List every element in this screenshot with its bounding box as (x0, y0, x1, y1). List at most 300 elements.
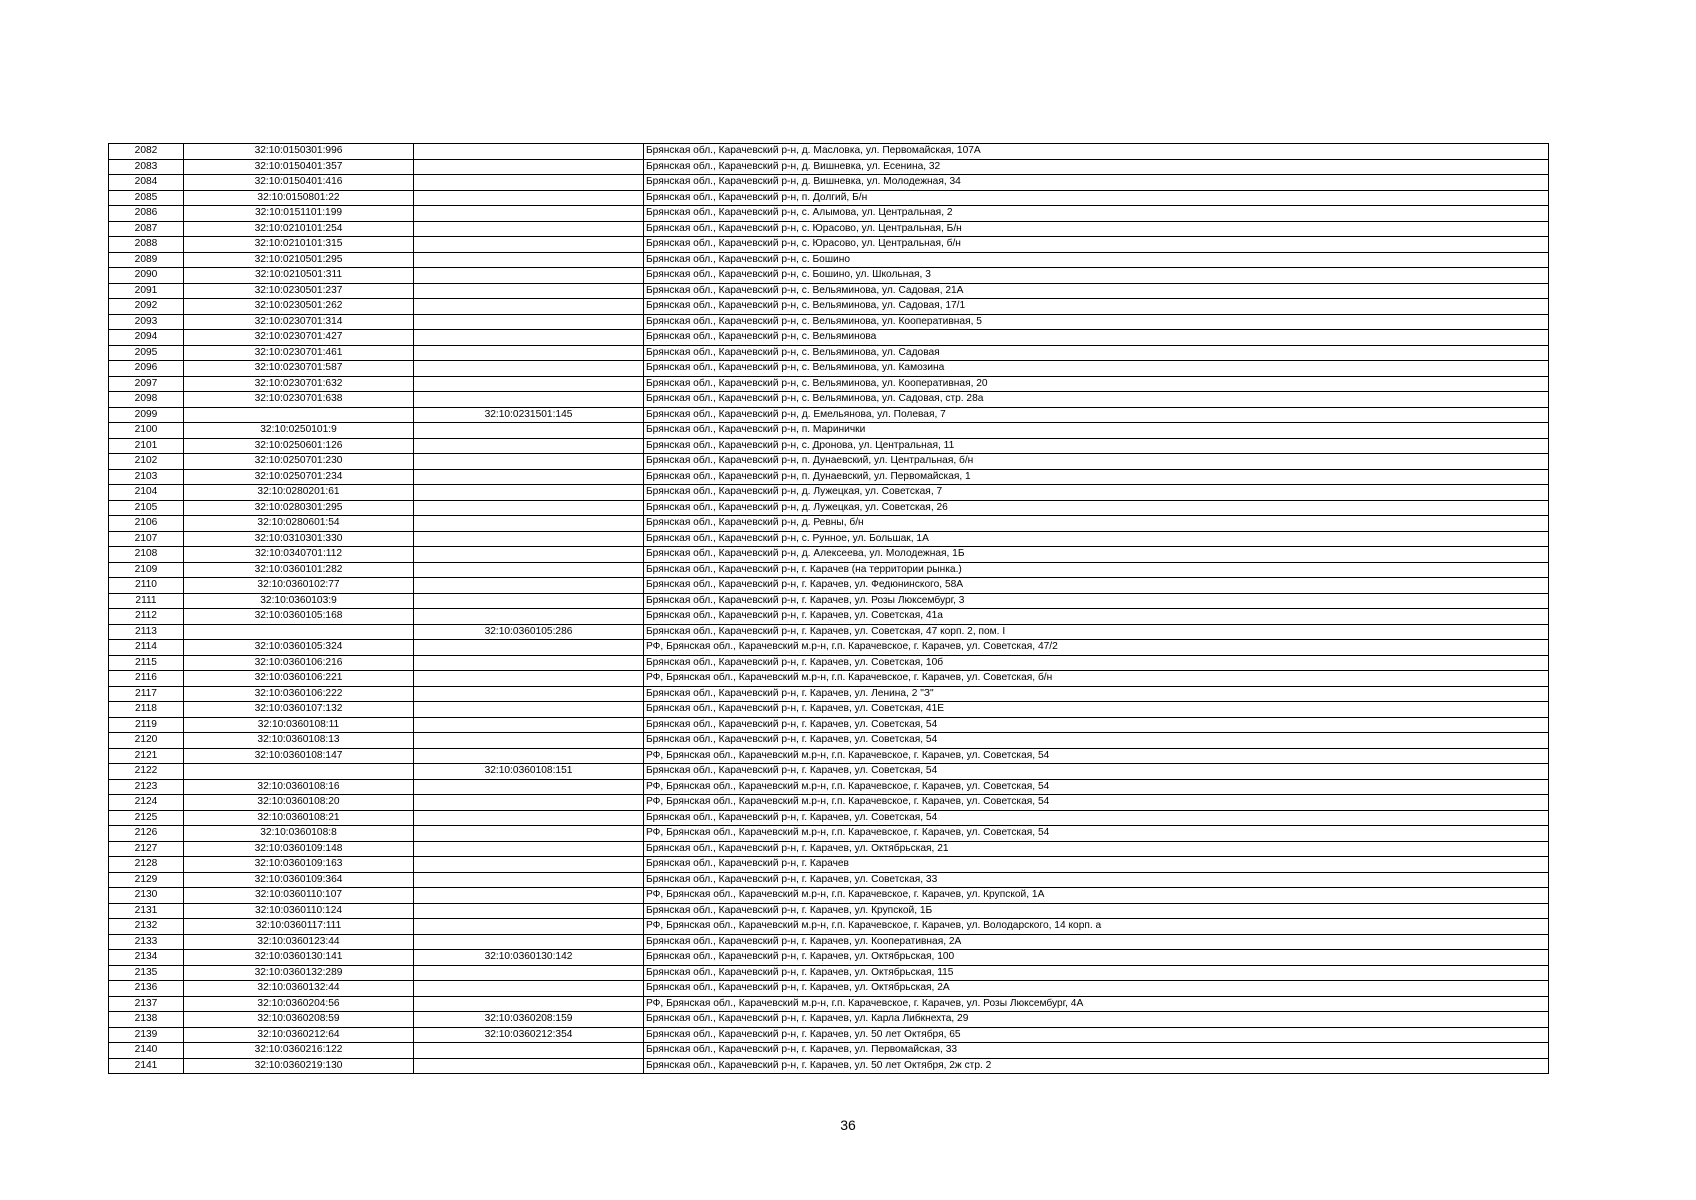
table-row (109, 268, 1549, 284)
table-row (109, 454, 1549, 470)
cadastral-number-extra-cell (414, 237, 644, 253)
table-row (109, 469, 1549, 485)
cadastral-number-extra-cell (414, 1043, 644, 1059)
cadastral-number-cell: 32:10:0360105:324 (184, 640, 414, 656)
row-number-cell: 2135 (109, 965, 184, 981)
table-row (109, 795, 1549, 811)
address-cell: Брянская обл., Карачевский р-н, д. Вишневка, ул. Есенина, 32 (644, 159, 1549, 175)
table-row (109, 485, 1549, 501)
cadastral-number-cell: 32:10:0360132:289 (184, 965, 414, 981)
cadastral-number-extra-cell (414, 531, 644, 547)
row-number-cell: 2088 (109, 237, 184, 253)
address-cell: Брянская обл., Карачевский р-н, п. Долгий, Б/н (644, 190, 1549, 206)
row-number-cell: 2123 (109, 779, 184, 795)
cadastral-number-extra-cell: 32:10:0360212:354 (414, 1027, 644, 1043)
cadastral-number-extra-cell (414, 314, 644, 330)
table-row (109, 376, 1549, 392)
table-row (109, 826, 1549, 842)
address-cell: Брянская обл., Карачевский р-н, п. Маринички (644, 423, 1549, 439)
cadastral-number-extra-cell (414, 717, 644, 733)
address-cell: Брянская обл., Карачевский р-н, с. Вельяминова, ул. Садовая, 17/1 (644, 299, 1549, 315)
table-row (109, 593, 1549, 609)
row-number-cell: 2093 (109, 314, 184, 330)
cadastral-number-cell: 32:10:0280201:61 (184, 485, 414, 501)
address-cell: Брянская обл., Карачевский р-н, п. Дунаевский, ул. Первомайская, 1 (644, 469, 1549, 485)
row-number-cell: 2083 (109, 159, 184, 175)
row-number-cell: 2136 (109, 981, 184, 997)
cadastral-number-extra-cell (414, 857, 644, 873)
table-row (109, 190, 1549, 206)
row-number-cell: 2133 (109, 934, 184, 950)
cadastral-number-extra-cell: 32:10:0360208:159 (414, 1012, 644, 1028)
row-number-cell: 2099 (109, 407, 184, 423)
cadastral-number-cell: 32:10:0360109:163 (184, 857, 414, 873)
address-cell: Брянская обл., Карачевский р-н, с. Вельяминова, ул. Кооперативная, 5 (644, 314, 1549, 330)
table-row (109, 841, 1549, 857)
registry-table-body (109, 144, 1549, 1074)
address-cell: РФ, Брянская обл., Карачевский м.р-н, г.п. Карачевское, г. Карачев, ул. Советская, 54 (644, 795, 1549, 811)
table-row (109, 221, 1549, 237)
row-number-cell: 2107 (109, 531, 184, 547)
cadastral-number-extra-cell (414, 996, 644, 1012)
row-number-cell: 2128 (109, 857, 184, 873)
cadastral-number-cell: 32:10:0360108:20 (184, 795, 414, 811)
table-row (109, 144, 1549, 160)
table-row (109, 407, 1549, 423)
table-row (109, 345, 1549, 361)
cadastral-number-cell: 32:10:0360103:9 (184, 593, 414, 609)
row-number-cell: 2091 (109, 283, 184, 299)
cadastral-number-cell: 32:10:0230701:587 (184, 361, 414, 377)
cadastral-number-cell: 32:10:0230501:237 (184, 283, 414, 299)
cadastral-number-cell: 32:10:0210501:311 (184, 268, 414, 284)
cadastral-number-extra-cell (414, 330, 644, 346)
cadastral-number-extra-cell: 32:10:0231501:145 (414, 407, 644, 423)
cadastral-number-cell: 32:10:0360110:107 (184, 888, 414, 904)
row-number-cell: 2103 (109, 469, 184, 485)
table-row (109, 934, 1549, 950)
address-cell: Брянская обл., Карачевский р-н, г. Карачев, ул. Советская, 54 (644, 810, 1549, 826)
cadastral-number-extra-cell (414, 516, 644, 532)
address-cell: Брянская обл., Карачевский р-н, г. Карачев, ул. Крупской, 1Б (644, 903, 1549, 919)
row-number-cell: 2137 (109, 996, 184, 1012)
table-row (109, 531, 1549, 547)
table-row (109, 1012, 1549, 1028)
address-cell: Брянская обл., Карачевский р-н, с. Юрасово, ул. Центральная, Б/н (644, 221, 1549, 237)
cadastral-number-extra-cell (414, 562, 644, 578)
address-cell: РФ, Брянская обл., Карачевский м.р-н, г.п. Карачевское, г. Карачев, ул. Володарского, 14 корп. а (644, 919, 1549, 935)
address-cell: Брянская обл., Карачевский р-н, г. Карачев, ул. Октябрьская, 100 (644, 950, 1549, 966)
address-cell: Брянская обл., Карачевский р-н, с. Рунное, ул. Большак, 1А (644, 531, 1549, 547)
table-row (109, 330, 1549, 346)
row-number-cell: 2127 (109, 841, 184, 857)
row-number-cell: 2134 (109, 950, 184, 966)
cadastral-number-cell: 32:10:0210101:315 (184, 237, 414, 253)
cadastral-number-cell: 32:10:0360106:221 (184, 671, 414, 687)
row-number-cell: 2141 (109, 1058, 184, 1074)
cadastral-number-extra-cell (414, 283, 644, 299)
row-number-cell: 2125 (109, 810, 184, 826)
cadastral-number-extra-cell (414, 779, 644, 795)
address-cell: Брянская обл., Карачевский р-н, г. Карачев, ул. Советская, 54 (644, 733, 1549, 749)
cadastral-number-cell: 32:10:0280301:295 (184, 500, 414, 516)
table-row (109, 299, 1549, 315)
row-number-cell: 2139 (109, 1027, 184, 1043)
row-number-cell: 2126 (109, 826, 184, 842)
cadastral-number-cell: 32:10:0230501:262 (184, 299, 414, 315)
cadastral-number-extra-cell (414, 1058, 644, 1074)
address-cell: Брянская обл., Карачевский р-н, г. Карачев, ул. Ленина, 2 "З" (644, 686, 1549, 702)
cadastral-number-cell: 32:10:0150801:22 (184, 190, 414, 206)
row-number-cell: 2087 (109, 221, 184, 237)
table-row (109, 888, 1549, 904)
cadastral-number-cell (184, 624, 414, 640)
table-row (109, 392, 1549, 408)
cadastral-number-cell: 32:10:0360123:44 (184, 934, 414, 950)
cadastral-number-cell: 32:10:0280601:54 (184, 516, 414, 532)
table-row (109, 1043, 1549, 1059)
address-cell: Брянская обл., Карачевский р-н, г. Карачев, ул. Кооперативная, 2А (644, 934, 1549, 950)
address-cell: Брянская обл., Карачевский р-н, г. Карачев (на территории рынка.) (644, 562, 1549, 578)
table-row (109, 361, 1549, 377)
cadastral-number-extra-cell (414, 593, 644, 609)
row-number-cell: 2121 (109, 748, 184, 764)
address-cell: Брянская обл., Карачевский р-н, г. Карачев, ул. 50 лет Октября, 2ж стр. 2 (644, 1058, 1549, 1074)
row-number-cell: 2112 (109, 609, 184, 625)
address-cell: Брянская обл., Карачевский р-н, г. Карачев, ул. Первомайская, 33 (644, 1043, 1549, 1059)
table-row (109, 283, 1549, 299)
table-row (109, 500, 1549, 516)
address-cell: Брянская обл., Карачевский р-н, г. Карачев, ул. Советская, 41а (644, 609, 1549, 625)
row-number-cell: 2096 (109, 361, 184, 377)
row-number-cell: 2113 (109, 624, 184, 640)
cadastral-number-extra-cell (414, 392, 644, 408)
row-number-cell: 2101 (109, 438, 184, 454)
table-row (109, 314, 1549, 330)
cadastral-number-cell: 32:10:0210101:254 (184, 221, 414, 237)
table-row (109, 748, 1549, 764)
cadastral-number-cell: 32:10:0360204:56 (184, 996, 414, 1012)
row-number-cell: 2105 (109, 500, 184, 516)
address-cell: Брянская обл., Карачевский р-н, г. Карачев (644, 857, 1549, 873)
row-number-cell: 2109 (109, 562, 184, 578)
cadastral-number-extra-cell (414, 733, 644, 749)
cadastral-number-cell: 32:10:0360109:148 (184, 841, 414, 857)
row-number-cell: 2117 (109, 686, 184, 702)
cadastral-number-cell: 32:10:0150401:416 (184, 175, 414, 191)
address-cell: Брянская обл., Карачевский р-н, г. Карачев, ул. Октябрьская, 21 (644, 841, 1549, 857)
cadastral-number-extra-cell (414, 485, 644, 501)
cadastral-number-cell: 32:10:0360101:282 (184, 562, 414, 578)
address-cell: Брянская обл., Карачевский р-н, с. Бошино (644, 252, 1549, 268)
cadastral-number-cell: 32:10:0360130:141 (184, 950, 414, 966)
cadastral-number-extra-cell (414, 872, 644, 888)
table-row (109, 578, 1549, 594)
cadastral-number-extra-cell (414, 981, 644, 997)
address-cell: Брянская обл., Карачевский р-н, г. Карачев, ул. Советская, 41Е (644, 702, 1549, 718)
address-cell: Брянская обл., Карачевский р-н, г. Карачев, ул. Советская, 10б (644, 655, 1549, 671)
table-row (109, 717, 1549, 733)
row-number-cell: 2110 (109, 578, 184, 594)
address-cell: Брянская обл., Карачевский р-н, с. Бошино, ул. Школьная, 3 (644, 268, 1549, 284)
cadastral-number-extra-cell (414, 438, 644, 454)
table-row (109, 996, 1549, 1012)
row-number-cell: 2111 (109, 593, 184, 609)
cadastral-number-extra-cell (414, 609, 644, 625)
address-cell: Брянская обл., Карачевский р-н, д. Масловка, ул. Первомайская, 107А (644, 144, 1549, 160)
cadastral-number-extra-cell (414, 686, 644, 702)
cadastral-number-extra-cell (414, 547, 644, 563)
row-number-cell: 2100 (109, 423, 184, 439)
row-number-cell: 2085 (109, 190, 184, 206)
cadastral-number-cell: 32:10:0360109:364 (184, 872, 414, 888)
row-number-cell: 2131 (109, 903, 184, 919)
cadastral-number-extra-cell (414, 376, 644, 392)
cadastral-number-extra-cell (414, 454, 644, 470)
row-number-cell: 2129 (109, 872, 184, 888)
row-number-cell: 2119 (109, 717, 184, 733)
table-row (109, 903, 1549, 919)
row-number-cell: 2106 (109, 516, 184, 532)
address-cell: Брянская обл., Карачевский р-н, г. Карачев, ул. Федюнинского, 58А (644, 578, 1549, 594)
cadastral-number-cell: 32:10:0360108:11 (184, 717, 414, 733)
cadastral-number-cell: 32:10:0360108:13 (184, 733, 414, 749)
table-row (109, 686, 1549, 702)
row-number-cell: 2090 (109, 268, 184, 284)
cadastral-number-cell: 32:10:0230701:632 (184, 376, 414, 392)
cadastral-number-extra-cell (414, 965, 644, 981)
address-cell: Брянская обл., Карачевский р-н, д. Ревны, б/н (644, 516, 1549, 532)
cadastral-number-extra-cell (414, 826, 644, 842)
cadastral-number-cell: 32:10:0360108:8 (184, 826, 414, 842)
row-number-cell: 2094 (109, 330, 184, 346)
cadastral-number-extra-cell (414, 423, 644, 439)
row-number-cell: 2098 (109, 392, 184, 408)
cadastral-number-cell: 32:10:0250701:230 (184, 454, 414, 470)
table-row (109, 779, 1549, 795)
cadastral-number-cell: 32:10:0250601:126 (184, 438, 414, 454)
cadastral-number-extra-cell: 32:10:0360130:142 (414, 950, 644, 966)
cadastral-number-extra-cell (414, 190, 644, 206)
address-cell: Брянская обл., Карачевский р-н, с. Вельяминова, ул. Садовая, 21А (644, 283, 1549, 299)
cadastral-number-extra-cell: 32:10:0360108:151 (414, 764, 644, 780)
cadastral-number-extra-cell (414, 361, 644, 377)
row-number-cell: 2086 (109, 206, 184, 222)
cadastral-number-extra-cell (414, 934, 644, 950)
row-number-cell: 2140 (109, 1043, 184, 1059)
address-cell: РФ, Брянская обл., Карачевский м.р-н, г.п. Карачевское, г. Карачев, ул. Крупской, 1А (644, 888, 1549, 904)
row-number-cell: 2138 (109, 1012, 184, 1028)
table-row (109, 1027, 1549, 1043)
row-number-cell: 2114 (109, 640, 184, 656)
row-number-cell: 2132 (109, 919, 184, 935)
cadastral-number-cell: 32:10:0360108:147 (184, 748, 414, 764)
row-number-cell: 2122 (109, 764, 184, 780)
cadastral-number-cell (184, 764, 414, 780)
table-row (109, 810, 1549, 826)
address-cell: Брянская обл., Карачевский р-н, д. Вишневка, ул. Молодежная, 34 (644, 175, 1549, 191)
cadastral-number-cell: 32:10:0310301:330 (184, 531, 414, 547)
address-cell: Брянская обл., Карачевский р-н, г. Карачев, ул. Октябрьская, 115 (644, 965, 1549, 981)
address-cell: РФ, Брянская обл., Карачевский м.р-н, г.п. Карачевское, г. Карачев, ул. Советская, 54 (644, 826, 1549, 842)
row-number-cell: 2102 (109, 454, 184, 470)
row-number-cell: 2124 (109, 795, 184, 811)
address-cell: Брянская обл., Карачевский р-н, г. Карачев, ул. Карла Либкнехта, 29 (644, 1012, 1549, 1028)
cadastral-number-extra-cell (414, 655, 644, 671)
row-number-cell: 2130 (109, 888, 184, 904)
table-row (109, 950, 1549, 966)
cadastral-number-cell: 32:10:0360106:222 (184, 686, 414, 702)
cadastral-number-cell: 32:10:0210501:295 (184, 252, 414, 268)
table-row (109, 516, 1549, 532)
cadastral-number-cell: 32:10:0360208:59 (184, 1012, 414, 1028)
address-cell: Брянская обл., Карачевский р-н, п. Дунаевский, ул. Центральная, б/н (644, 454, 1549, 470)
row-number-cell: 2082 (109, 144, 184, 160)
table-row (109, 857, 1549, 873)
table-row (109, 237, 1549, 253)
table-row (109, 981, 1549, 997)
table-row (109, 655, 1549, 671)
cadastral-number-cell: 32:10:0360219:130 (184, 1058, 414, 1074)
address-cell: Брянская обл., Карачевский р-н, г. Карачев, ул. Советская, 47 корп. 2, пом. I (644, 624, 1549, 640)
cadastral-number-cell: 32:10:0360102:77 (184, 578, 414, 594)
cadastral-number-extra-cell (414, 500, 644, 516)
cadastral-number-extra-cell (414, 221, 644, 237)
cadastral-number-cell: 32:10:0360107:132 (184, 702, 414, 718)
cadastral-number-extra-cell (414, 144, 644, 160)
address-cell: РФ, Брянская обл., Карачевский м.р-н, г.п. Карачевское, г. Карачев, ул. Розы Люксембург, 4А (644, 996, 1549, 1012)
cadastral-number-extra-cell (414, 903, 644, 919)
cadastral-number-cell: 32:10:0360108:21 (184, 810, 414, 826)
page-number: 36 (840, 1117, 856, 1133)
table-row (109, 423, 1549, 439)
row-number-cell: 2115 (109, 655, 184, 671)
cadastral-number-extra-cell (414, 345, 644, 361)
address-cell: Брянская обл., Карачевский р-н, г. Карачев, ул. Советская, 54 (644, 764, 1549, 780)
address-cell: Брянская обл., Карачевский р-н, с. Алымова, ул. Центральная, 2 (644, 206, 1549, 222)
address-cell: Брянская обл., Карачевский р-н, г. Карачев, ул. Октябрьская, 2А (644, 981, 1549, 997)
address-cell: Брянская обл., Карачевский р-н, с. Вельяминова, ул. Садовая, стр. 28а (644, 392, 1549, 408)
cadastral-number-cell: 32:10:0150401:357 (184, 159, 414, 175)
cadastral-number-extra-cell (414, 252, 644, 268)
cadastral-number-extra-cell (414, 888, 644, 904)
table-row (109, 640, 1549, 656)
row-number-cell: 2084 (109, 175, 184, 191)
table-row (109, 733, 1549, 749)
cadastral-number-extra-cell (414, 299, 644, 315)
address-cell: Брянская обл., Карачевский р-н, д. Алексеева, ул. Молодежная, 1Б (644, 547, 1549, 563)
address-cell: Брянская обл., Карачевский р-н, д. Лужецкая, ул. Советская, 26 (644, 500, 1549, 516)
cadastral-number-extra-cell (414, 578, 644, 594)
cadastral-number-extra-cell (414, 795, 644, 811)
cadastral-number-cell: 32:10:0360132:44 (184, 981, 414, 997)
cadastral-number-cell: 32:10:0340701:112 (184, 547, 414, 563)
cadastral-number-extra-cell (414, 919, 644, 935)
table-row (109, 206, 1549, 222)
address-cell: РФ, Брянская обл., Карачевский м.р-н, г.п. Карачевское, г. Карачев, ул. Советская, 54 (644, 748, 1549, 764)
row-number-cell: 2097 (109, 376, 184, 392)
row-number-cell: 2118 (109, 702, 184, 718)
address-cell: Брянская обл., Карачевский р-н, с. Вельяминова, ул. Камозина (644, 361, 1549, 377)
table-row (109, 1058, 1549, 1074)
table-row (109, 547, 1549, 563)
cadastral-number-cell: 32:10:0230701:638 (184, 392, 414, 408)
address-cell: Брянская обл., Карачевский р-н, г. Карачев, ул. Розы Люксембург, 3 (644, 593, 1549, 609)
cadastral-number-extra-cell (414, 469, 644, 485)
cadastral-number-cell: 32:10:0360212:64 (184, 1027, 414, 1043)
row-number-cell: 2104 (109, 485, 184, 501)
table-row (109, 624, 1549, 640)
row-number-cell: 2108 (109, 547, 184, 563)
cadastral-number-cell: 32:10:0230701:427 (184, 330, 414, 346)
table-row (109, 702, 1549, 718)
address-cell: РФ, Брянская обл., Карачевский м.р-н, г.п. Карачевское, г. Карачев, ул. Советская, 47/2 (644, 640, 1549, 656)
cadastral-number-cell: 32:10:0360110:124 (184, 903, 414, 919)
row-number-cell: 2095 (109, 345, 184, 361)
table-row (109, 175, 1549, 191)
table-row (109, 159, 1549, 175)
cadastral-number-extra-cell (414, 810, 644, 826)
cadastral-number-cell: 32:10:0360108:16 (184, 779, 414, 795)
table-row (109, 671, 1549, 687)
cadastral-number-extra-cell (414, 268, 644, 284)
address-cell: Брянская обл., Карачевский р-н, г. Карачев, ул. Советская, 54 (644, 717, 1549, 733)
cadastral-number-cell: 32:10:0360216:122 (184, 1043, 414, 1059)
cadastral-number-extra-cell (414, 841, 644, 857)
address-cell: РФ, Брянская обл., Карачевский м.р-н, г.п. Карачевское, г. Карачев, ул. Советская, 54 (644, 779, 1549, 795)
cadastral-number-cell: 32:10:0150301:996 (184, 144, 414, 160)
cadastral-number-cell: 32:10:0360117:111 (184, 919, 414, 935)
address-cell: Брянская обл., Карачевский р-н, с. Вельяминова, ул. Садовая (644, 345, 1549, 361)
table-row (109, 919, 1549, 935)
cadastral-number-cell: 32:10:0360105:168 (184, 609, 414, 625)
table-row (109, 438, 1549, 454)
cadastral-number-cell: 32:10:0230701:461 (184, 345, 414, 361)
cadastral-number-extra-cell: 32:10:0360105:286 (414, 624, 644, 640)
address-cell: Брянская обл., Карачевский р-н, д. Емельянова, ул. Полевая, 7 (644, 407, 1549, 423)
table-row (109, 609, 1549, 625)
address-cell: Брянская обл., Карачевский р-н, с. Вельяминова (644, 330, 1549, 346)
address-cell: Брянская обл., Карачевский р-н, с. Вельяминова, ул. Кооперативная, 20 (644, 376, 1549, 392)
row-number-cell: 2120 (109, 733, 184, 749)
address-cell: Брянская обл., Карачевский р-н, г. Карачев, ул. 50 лет Октября, 65 (644, 1027, 1549, 1043)
cadastral-number-extra-cell (414, 206, 644, 222)
row-number-cell: 2116 (109, 671, 184, 687)
table-row (109, 764, 1549, 780)
row-number-cell: 2089 (109, 252, 184, 268)
cadastral-number-cell: 32:10:0250101:9 (184, 423, 414, 439)
cadastral-number-cell: 32:10:0250701:234 (184, 469, 414, 485)
cadastral-number-cell (184, 407, 414, 423)
cadastral-number-extra-cell (414, 702, 644, 718)
table-row (109, 965, 1549, 981)
cadastral-number-cell: 32:10:0230701:314 (184, 314, 414, 330)
table-row (109, 252, 1549, 268)
table-row (109, 872, 1549, 888)
cadastral-number-extra-cell (414, 175, 644, 191)
registry-table (108, 143, 1549, 1074)
address-cell: Брянская обл., Карачевский р-н, д. Лужецкая, ул. Советская, 7 (644, 485, 1549, 501)
address-cell: Брянская обл., Карачевский р-н, с. Юрасово, ул. Центральная, б/н (644, 237, 1549, 253)
address-cell: Брянская обл., Карачевский р-н, г. Карачев, ул. Советская, 33 (644, 872, 1549, 888)
cadastral-number-extra-cell (414, 748, 644, 764)
row-number-cell: 2092 (109, 299, 184, 315)
address-cell: Брянская обл., Карачевский р-н, с. Дронова, ул. Центральная, 11 (644, 438, 1549, 454)
cadastral-number-extra-cell (414, 159, 644, 175)
cadastral-number-cell: 32:10:0151101:199 (184, 206, 414, 222)
table-row (109, 562, 1549, 578)
cadastral-number-cell: 32:10:0360106:216 (184, 655, 414, 671)
